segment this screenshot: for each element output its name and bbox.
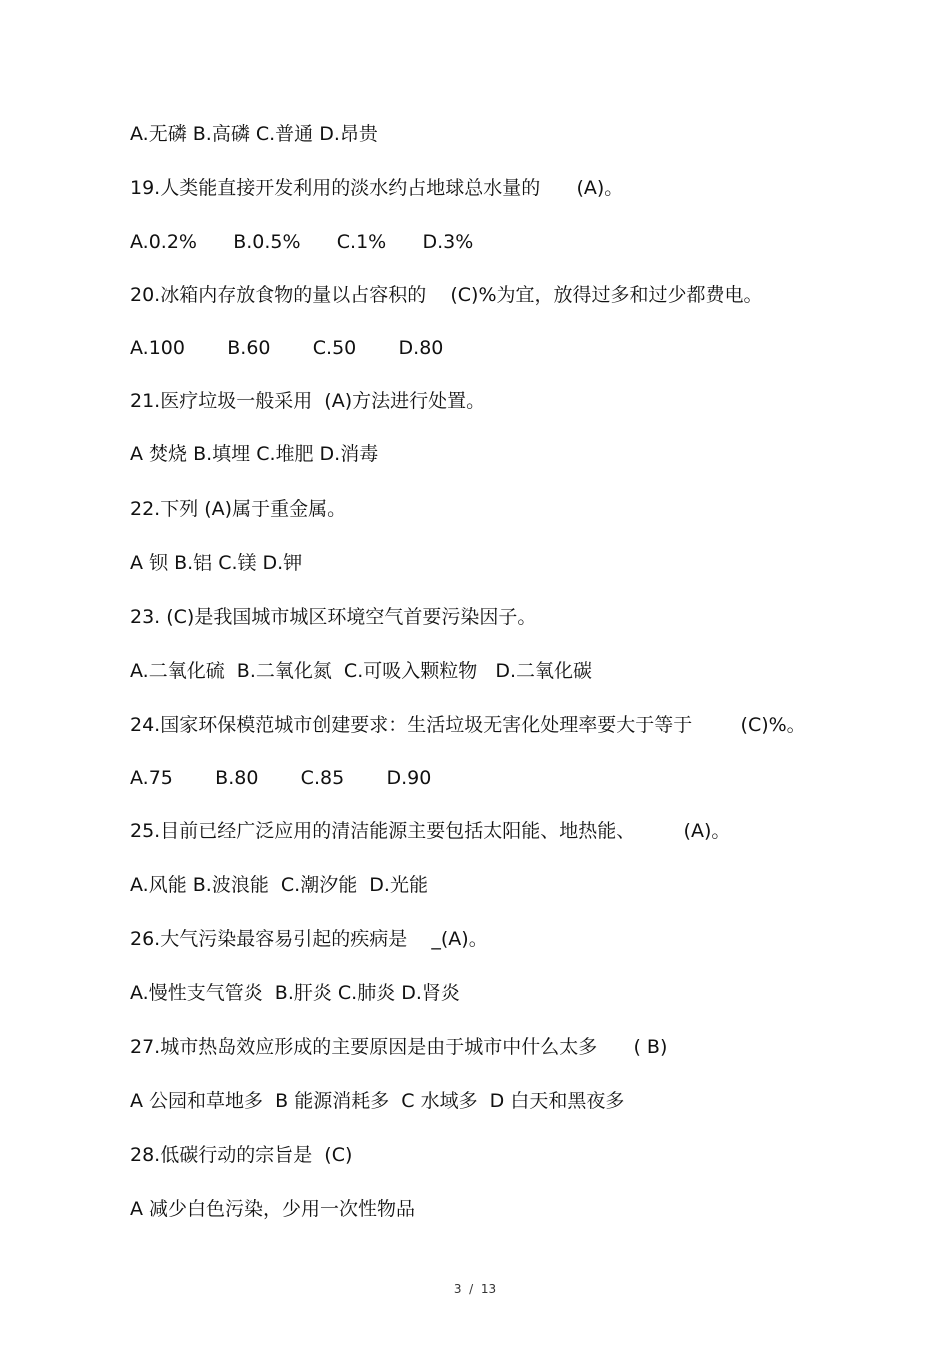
question-25: 25.目前已经广泛应用的清洁能源主要包括太阳能、地热能、 (A)。: [130, 820, 731, 842]
question-20: 20.冰箱内存放食物的量以占容积的 (C)%为宜，放得过多和过少都费电。: [130, 284, 763, 306]
options-19: A.0.2% B.0.5% C.1% D.3%: [130, 231, 474, 253]
question-27: 27.城市热岛效应形成的主要原因是由于城市中什么太多 ( B): [130, 1036, 668, 1058]
question-28: 28.低碳行动的宗旨是 (C): [130, 1144, 353, 1166]
page-indicator: 3 / 13: [453, 1282, 497, 1296]
question-24: 24.国家环保模范城市创建要求：生活垃圾无害化处理率要大于等于 (C)%。: [130, 714, 806, 736]
options-26: A.慢性支气管炎 B.肝炎 C.肺炎 D.肾炎: [130, 982, 460, 1004]
options-21: A 焚烧 B.填埋 C.堆肥 D.消毒: [130, 443, 379, 465]
options-23: A.二氧化硫 B.二氧化氮 C.可吸入颗粒物 D.二氧化碳: [130, 660, 593, 682]
options-27: A 公园和草地多 B 能源消耗多 C 水域多 D 白天和黑夜多: [130, 1090, 625, 1112]
question-22: 22.下列 (A)属于重金属。: [130, 498, 347, 520]
question-21: 21.医疗垃圾一般采用 (A)方法进行处置。: [130, 390, 486, 412]
options-28: A 减少白色污染，少用一次性物品: [130, 1198, 416, 1220]
options-22: A 钡 B.铝 C.镁 D.钾: [130, 552, 303, 574]
question-23: 23. (C)是我国城市城区环境空气首要污染因子。: [130, 606, 537, 628]
text-line: A.无磷 B.高磷 C.普通 D.昂贵: [130, 123, 378, 145]
question-19: 19.人类能直接开发利用的淡水约占地球总水量的 (A)。: [130, 177, 624, 199]
options-25: A.风能 B.波浪能 C.潮汐能 D.光能: [130, 874, 428, 896]
options-20: A.100 B.60 C.50 D.80: [130, 337, 444, 359]
options-24: A.75 B.80 C.85 D.90: [130, 767, 432, 789]
question-26: 26.大气污染最容易引起的疾病是 _(A)。: [130, 928, 488, 950]
